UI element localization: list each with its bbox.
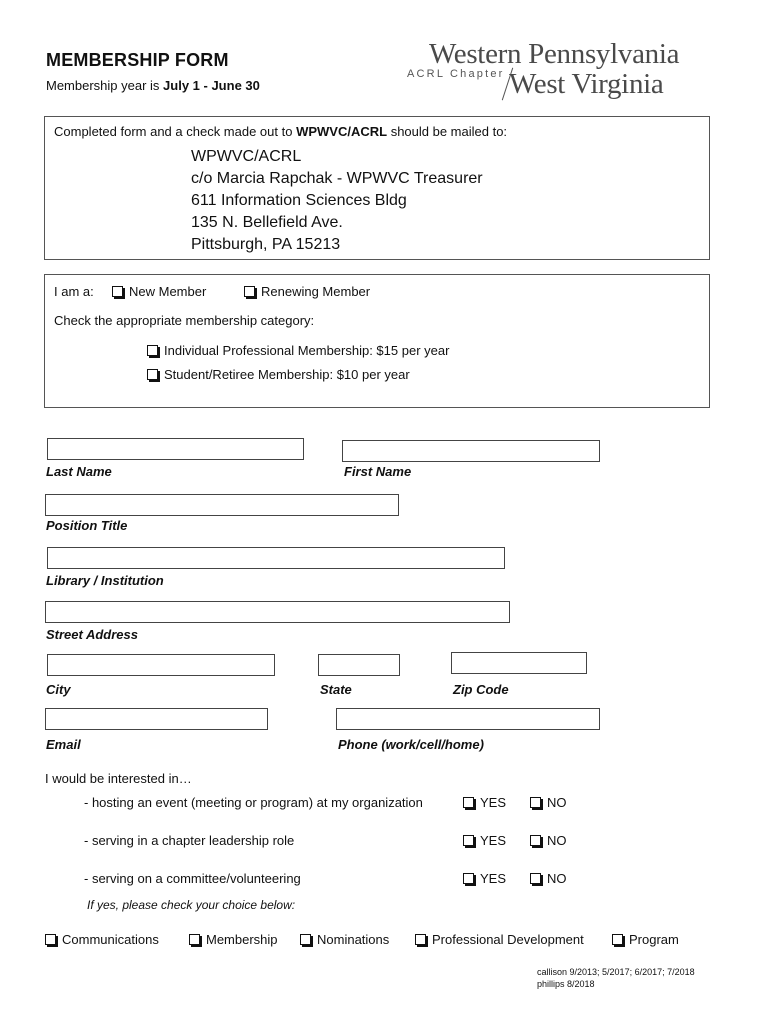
email-input[interactable] bbox=[45, 708, 268, 730]
membership-year-prefix: Membership year is bbox=[46, 78, 164, 93]
interest-hosting-no-checkbox[interactable] bbox=[530, 797, 541, 808]
no-label: NO bbox=[547, 795, 567, 810]
street-address-label: Street Address bbox=[46, 627, 138, 642]
interest-leadership-label: - serving in a chapter leadership role bbox=[84, 833, 295, 848]
street-address-input[interactable] bbox=[45, 601, 510, 623]
last-name-input[interactable] bbox=[47, 438, 304, 460]
interest-committee-yes-checkbox[interactable] bbox=[463, 873, 474, 884]
program-label: Program bbox=[629, 932, 679, 947]
nominations-checkbox[interactable] bbox=[300, 934, 311, 945]
chapter-logo bbox=[405, 38, 715, 108]
mailing-address bbox=[191, 146, 483, 256]
new-member-label: New Member bbox=[129, 284, 207, 299]
communications-checkbox[interactable] bbox=[45, 934, 56, 945]
interest-committee-no[interactable] bbox=[530, 871, 567, 886]
iam-label: I am a: bbox=[54, 284, 94, 299]
yes-label: YES bbox=[480, 795, 507, 810]
program-checkbox[interactable] bbox=[612, 934, 623, 945]
membership-year-dates: July 1 - June 30 bbox=[163, 78, 260, 93]
mailing-intro-prefix: Completed form and a check made out to bbox=[54, 124, 297, 139]
new-member-option[interactable] bbox=[112, 284, 206, 299]
interest-hosting-label: - hosting an event (meeting or program) at my organization bbox=[84, 795, 423, 810]
mailing-intro-suffix: should be mailed to: bbox=[387, 124, 508, 139]
professional-development-label: Professional Development bbox=[432, 932, 584, 947]
choice-program[interactable] bbox=[612, 932, 679, 947]
email-label: Email bbox=[46, 737, 81, 752]
renewing-member-option[interactable] bbox=[244, 284, 370, 299]
individual-membership-label: Individual Professional Membership: $15 per year bbox=[164, 343, 450, 358]
choice-membership[interactable] bbox=[189, 932, 278, 947]
membership-year bbox=[46, 78, 260, 93]
position-title-input[interactable] bbox=[45, 494, 399, 516]
interest-leadership-no-checkbox[interactable] bbox=[530, 835, 541, 846]
interest-committee-no-checkbox[interactable] bbox=[530, 873, 541, 884]
nominations-label: Nominations bbox=[317, 932, 390, 947]
interest-leadership-no[interactable] bbox=[530, 833, 567, 848]
address-line: c/o Marcia Rapchak - WPWVC Treasurer bbox=[191, 170, 483, 187]
choice-communications[interactable] bbox=[45, 932, 159, 947]
first-name-input[interactable] bbox=[342, 440, 600, 462]
form-title: MEMBERSHIP FORM bbox=[46, 50, 229, 70]
no-label: NO bbox=[547, 833, 567, 848]
library-label: Library / Institution bbox=[46, 573, 164, 588]
no-label: NO bbox=[547, 871, 567, 886]
logo-western-pennsylvania: Western Pennsylvania bbox=[429, 38, 680, 70]
membership-checkbox[interactable] bbox=[189, 934, 200, 945]
mailing-intro bbox=[54, 124, 507, 139]
interest-hosting-no[interactable] bbox=[530, 795, 567, 810]
communications-label: Communications bbox=[62, 932, 159, 947]
new-member-checkbox[interactable] bbox=[112, 286, 123, 297]
first-name-label: First Name bbox=[344, 464, 412, 479]
position-title-label: Position Title bbox=[46, 518, 128, 533]
address-line: 611 Information Sciences Bldg bbox=[191, 192, 407, 209]
yes-label: YES bbox=[480, 871, 507, 886]
address-line: WPWVC/ACRL bbox=[191, 148, 302, 165]
zip-code-label: Zip Code bbox=[453, 682, 509, 697]
choice-professional-development[interactable] bbox=[415, 932, 584, 947]
revision-note bbox=[537, 966, 695, 990]
interest-committee-label: - serving on a committee/volunteering bbox=[84, 871, 301, 886]
interest-hosting-yes-checkbox[interactable] bbox=[463, 797, 474, 808]
state-label: State bbox=[320, 682, 352, 697]
if-yes-instruction: If yes, please check your choice below: bbox=[87, 898, 296, 912]
individual-membership-option[interactable] bbox=[147, 343, 449, 358]
interests-heading: I would be interested in… bbox=[45, 771, 192, 786]
address-line: Pittsburgh, PA 15213 bbox=[191, 236, 341, 253]
city-label: City bbox=[46, 682, 71, 697]
student-membership-checkbox[interactable] bbox=[147, 369, 158, 380]
student-membership-label: Student/Retiree Membership: $10 per year bbox=[164, 367, 410, 382]
yes-label: YES bbox=[480, 833, 507, 848]
logo-west-virginia: West Virginia bbox=[509, 68, 664, 100]
individual-membership-checkbox[interactable] bbox=[147, 345, 158, 356]
interest-leadership-yes[interactable] bbox=[463, 833, 506, 848]
revision-line-2: phillips 8/2018 bbox=[537, 979, 595, 989]
renewing-member-label: Renewing Member bbox=[261, 284, 371, 299]
last-name-label: Last Name bbox=[46, 464, 112, 479]
phone-input[interactable] bbox=[336, 708, 600, 730]
zip-code-input[interactable] bbox=[451, 652, 587, 674]
phone-label: Phone (work/cell/home) bbox=[338, 737, 484, 752]
address-line: 135 N. Bellefield Ave. bbox=[191, 214, 343, 231]
logo-acrl-chapter: ACRL Chapter bbox=[407, 68, 505, 80]
category-prompt: Check the appropriate membership category: bbox=[54, 313, 315, 328]
library-input[interactable] bbox=[47, 547, 505, 569]
interest-hosting-yes[interactable] bbox=[463, 795, 506, 810]
interest-leadership-yes-checkbox[interactable] bbox=[463, 835, 474, 846]
revision-line-1: callison 9/2013; 5/2017; 6/2017; 7/2018 bbox=[537, 967, 695, 977]
state-input[interactable] bbox=[318, 654, 400, 676]
student-membership-option[interactable] bbox=[147, 367, 410, 382]
renewing-member-checkbox[interactable] bbox=[244, 286, 255, 297]
mailing-payee: WPWVC/ACRL bbox=[296, 124, 388, 139]
interest-committee-yes[interactable] bbox=[463, 871, 506, 886]
membership-label: Membership bbox=[206, 932, 278, 947]
city-input[interactable] bbox=[47, 654, 275, 676]
professional-development-checkbox[interactable] bbox=[415, 934, 426, 945]
choice-nominations[interactable] bbox=[300, 932, 389, 947]
